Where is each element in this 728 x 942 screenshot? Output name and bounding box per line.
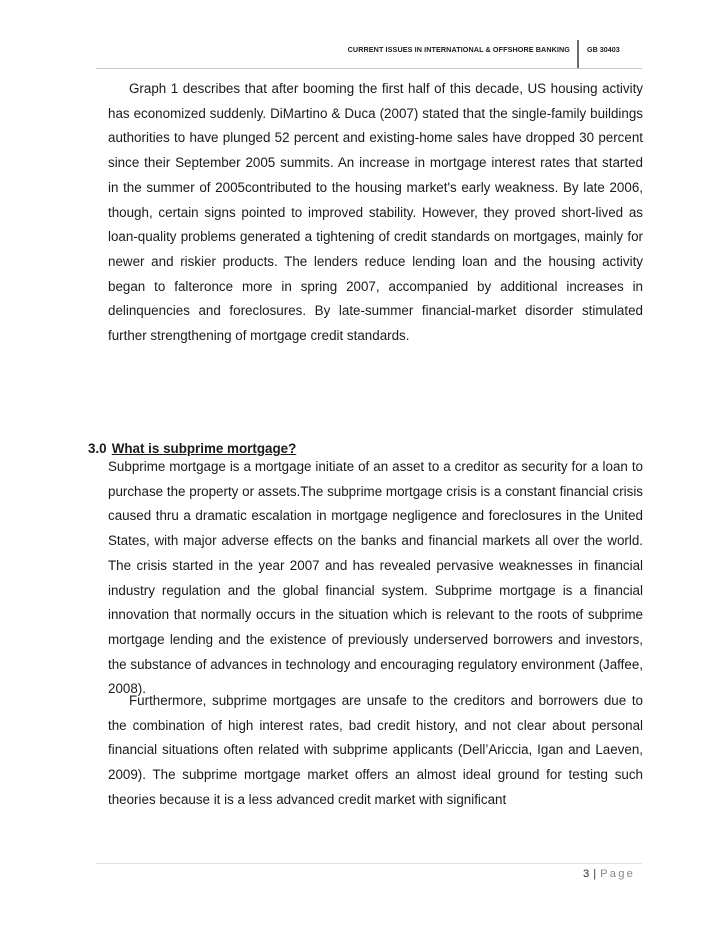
- footer-separator: |: [593, 868, 597, 880]
- page-footer: [583, 868, 635, 880]
- header-title: CURRENT ISSUES IN INTERNATIONAL & OFFSHORE BANKING: [347, 45, 570, 54]
- course-code: GB 30403: [587, 45, 620, 54]
- page-header: [0, 40, 728, 70]
- header-separator: [577, 40, 579, 69]
- paragraph-subprime-risks: Furthermore, subprime mortgages are unsafe to the creditors and borrowers due to the combination of high interest rates, bad credit history, and not clear about personal financial situations often related with subprime applicants (Dell’Ariccia, Igan and Laeven, 2009). The subprime mortgage market offers an almost ideal ground for testing such theories because it is a less advanced credit market with significant: [108, 693, 643, 807]
- paragraph-subprime-definition: Subprime mortgage is a mortgage initiate of an asset to a creditor as security for a loan to purchase the property or assets.The subprime mortgage crisis is a constant financial crisis caused thru a dramatic escalation in mortgage negligence and foreclosures in the United States, with major adverse effects on the banks and financial markets all over the world. The crisis started in the year 2007 and has revealed pervasive weaknesses in financial industry regulation and the global financial system. Subprime mortgage is a financial innovation that normally occurs in the situation which is relevant to the roots of subprime mortgage lending and the existence of previously underserved borrowers and investors, the substance of advances in technology and encouraging regulatory environment (Jaffee, 2008).: [108, 459, 643, 697]
- page-number: 3: [583, 868, 590, 880]
- section-heading: [88, 441, 296, 456]
- page-label: Page: [600, 868, 636, 880]
- section-number: 3.0: [88, 441, 107, 456]
- paragraph-graph-description: Graph 1 describes that after booming the first half of this decade, US housing activity has economized suddenly. DiMartino & Duca (2007) stated that the single-family buildings authorities to have plunged 52 percent and existing-home sales have dropped 30 percent since their September 2005 summits. An increase in mortgage interest rates that started in the summer of 2005contributed to the housing market's early weakness. By late 2006, though, certain signs pointed to improved stability. However, they proved short-lived as loan-quality problems generated a tightening of credit standards on mortgages, mainly for newer and riskier products. The lenders reduce lending loan and the housing activity began to falteronce more in spring 2007, accompanied by additional increases in delinquencies and foreclosures. By late-summer financial-market disorder stimulated further strengthening of mortgage credit standards.: [108, 81, 643, 344]
- header-rule: [96, 68, 642, 69]
- section-title: What is subprime mortgage?: [111, 441, 297, 456]
- footer-rule: [96, 863, 642, 864]
